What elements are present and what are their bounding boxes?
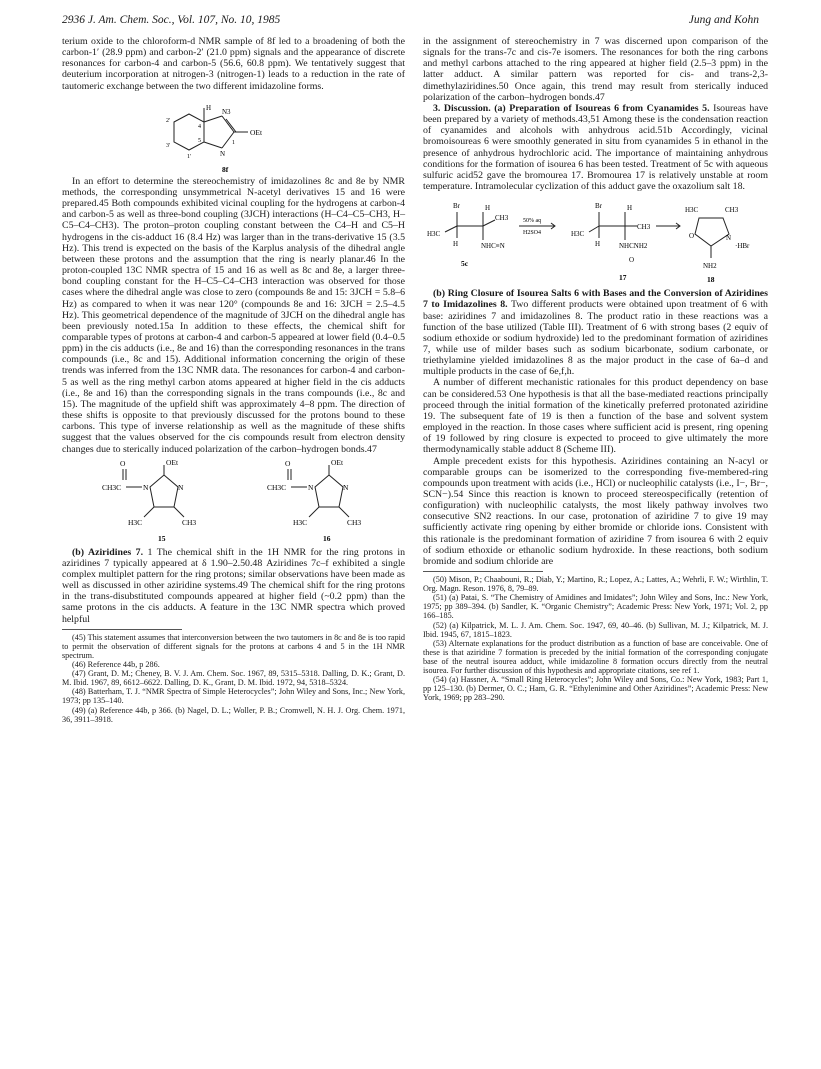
- 5c-h2: H: [453, 240, 459, 249]
- 15-n1: N: [143, 482, 149, 492]
- footnote: (47) Grant, D. M.; Cheney, B. V. J. Am. Chem. Soc. 1967, 89, 5315–5318. Dalling, D. K.; Grant, D. M. Ibid. 1967, 89, 6612–6622. Dalling, D. K., Grant, D. M. Ibid. 1972, 94, 5318–5324.: [62, 669, 405, 688]
- paragraph: In an effort to determine the stereochemistry of imidazolines 8c and 8e by NMR methods, the corresponding unsymmetrical N-acetyl derivatives 15 and 16 were prepared.45 Both compounds exhibited vicinal coupling for the hydrogens at carbon-4 and carbon-5 as well as three-bond coupling (3JCH) interactions (H–C4–C5–CH3, H–C5–C4–CH3). The proton–proton coupling constant between the C4–H and C5–H hydrogens in the cis-adduct 16 (8.4 Hz) was larger than in the trans-derivative 15 (3.5 Hz). This trend is expected on the basis of the Karplus analysis of the dihedral angle between these protons and the assumption that the ring is nearly planar.46 In the proton-coupled 13C NMR spectra of 15 and 16 as well as 8c and 8e, a larger three-bond coupling constant for the H–C5–C4–CH3 interaction was observed for those cases where the dihedral angle was close to zero (compounds 8e and 15: 3JCH = 5.8–6 Hz) as compared to when it was near 120° (compounds 8e and 16: 3JCH = 2.5–4.5 Hz). This geometrical dependence of the magnitude of 3JCH on the dihedral angle has been previously noted.15a In addition to these effects, the chemical shift for comparable types of protons at carbon-4 and carbon-5 appeared at lower field (0.4–0.5 ppm) in the cis adducts (i.e., 8e and 16) than the corresponding resonances in the trans compounds (i.e., 8c and 15). Additional information concerning the origin of these trends was inferred from the 13C NMR data. The resonances for carbon-4 and carbon-5 as well as the ring methyl carbon atoms appeared at higher field in the cis adducts (i.e., 8e and 16) than the corresponding signals in the trans compounds (i.e., 8c and 15). The magnitude of the upfield shift was approximately 4–8 ppm. The direction of these shifts is opposite to that previously discussed for the protons bound to these carbons. This type of inverse relationship as well as the magnitude of these shifts suggest that the values observed for the cis compounds result from electron density changes due to sterically induced polarization of the carbon–hydrogen bonds.47: [62, 175, 405, 455]
- page-header: [62, 14, 759, 30]
- section-heading: (b) Ring Closure of Isourea Salts 6 with Bases and the Conversion of Aziridines 7 to Imidazolines 8.: [423, 288, 768, 311]
- 18-ch3: CH3: [725, 206, 739, 215]
- footnotes: [423, 575, 768, 702]
- 8f-c2p: 2′: [166, 117, 171, 124]
- footnote: (49) (a) Reference 44b, p 366. (b) Nagel, D. L.; Woller, P. B.; Cromwell, N. H. J. Org. Chem. 1971, 36, 3911–3918.: [62, 705, 405, 724]
- 18-label: 18: [707, 275, 715, 285]
- condition-2: H2SO4: [523, 230, 542, 237]
- 15-acetyl: CH3C: [102, 482, 122, 492]
- right-column: [423, 36, 768, 702]
- 5c-h3c: H3C: [427, 230, 441, 239]
- paragraph: terium oxide to the chloroform-d NMR sample of 8f led to a broadening of both the carbon-1′ (28.9 ppm) and carbon-2′ (21.0 ppm) signals and the appearance of discrete resonances for carbon-4 and carbon-5 (56.6, 60.8 ppm). We tentatively suggest that deuterium incorporation at nitrogen-3 (nitrogen-1) leads to a reduction in the rate of tautomeric exchange between the two different imidazoline forms.: [62, 36, 405, 92]
- 17-h3c: H3C: [571, 230, 585, 239]
- 18-hbr: ·HBr: [735, 242, 750, 251]
- 16-ch3: CH3: [347, 517, 362, 527]
- footnote-rule: [423, 571, 543, 572]
- paragraph: [62, 547, 405, 625]
- footnote: (53) Alternate explanations for the product distribution as a function of base are conceivable. One of these is that aziridine 7 formation is preceded by the initial formation of the corresponding conjugate base of the neutral isourea adduct, while imidazoline 8 formation occurs directly from the neutral isourea. For further discussion of this hypothesis and appropriate citations, see ref 1.: [423, 638, 768, 676]
- 8f-n1: N: [220, 149, 226, 158]
- 17-h: H: [627, 204, 633, 213]
- paragraph-text: Isoureas have been prepared by a variety of methods.43,51 Among these is the condensation reaction of cyanamides and alcohols with anhydrous acid.51b Accordingly, vicinal bromoisoureas 6 were smoothly generated in situ from cyanamides 5 in ethanol in the presence of anhydrous hydrochloric acid. The importance of maintaining anhydrous conditions for the formation of isourea 6 has been tested. Treatment of 5c with aqueous sulfuric acid52 gave the bromourea 17. Bromourea 17 is relatively unstable at room temperature. Intramolecular cyclization of this adduct gave the oxazolium salt 18.: [423, 102, 768, 193]
- running-head-left: 2936 J. Am. Chem. Soc., Vol. 107, No. 10, 1985: [62, 14, 281, 26]
- 16-h3c: H3C: [293, 517, 308, 527]
- footnote: (50) Mison, P.; Chaabouni, R.; Diab, Y.; Martino, R.; Lopez, A.; Lattes, A.; Wehrli, F. W.; Wirthlin, T. Org. Magn. Reson. 1976, 8, 79–89.: [423, 575, 768, 594]
- 18-o: O: [689, 232, 695, 241]
- 8f-n3: N3: [222, 107, 231, 116]
- paragraph: [423, 288, 768, 377]
- scheme-drawing: [423, 192, 768, 288]
- 8f-c1: 1: [232, 139, 235, 146]
- 8f-h: H: [206, 103, 212, 112]
- 15-ch3: CH3: [182, 517, 197, 527]
- condition-1: 50% aq: [523, 218, 542, 225]
- 17-br: Br: [595, 202, 602, 211]
- 8f-c3p: 3′: [166, 142, 171, 149]
- paragraph: in the assignment of stereochemistry in 7 was discerned upon comparison of the signals for the trans-7c and cis-7e isomers. The resonances for both the ring carbons and methyl carbons attached to the ring appeared at higher field (2.5–3 ppm) in the latter adduct. A similar pattern was reported for cis- and trans-2,3-dimethylaziridines.50 Once again, this trend may result from sterically induced polarization of the carbon–hydrogen bonds.47: [423, 36, 768, 103]
- footnote: (46) Reference 44b, p 286.: [72, 660, 160, 670]
- paragraph: [423, 103, 768, 192]
- paragraph: A number of different mechanistic rationales for this product dependency on base can be considered.53 One hypothesis is that all the base-mediated reactions principally proceed through the initial formation of the kinetically preferred protonated aziridine 19. The subsequent fate of 19 is then a function of the base and solvent system employed in the reaction. In those cases where sufficient acid is present, ring opening of 19 followed by ring closure is expected to proceed to give ultimately the more thermodynamically stable adduct 8 (Scheme III).: [423, 377, 768, 456]
- 15-n3: N: [178, 482, 184, 492]
- 16-n1: N: [308, 482, 314, 492]
- 15-label: 15: [158, 533, 166, 543]
- 16-label: 16: [323, 533, 331, 543]
- 8f-c1p: 1′: [187, 153, 192, 160]
- 5c-label: 5c: [461, 259, 469, 269]
- paragraph-text: 1 The chemical shift in the 1H NMR for the ring protons in aziridines 7 typically appeared at δ 1.90–2.50.48 Aziridines 7c–f exhibited a single complex multiplet pattern for the ring protons; similar observations have been made as well as discussed in other aziridine systems.49 The chemical shift for the ring protons in the trans-disubstituted compounds appeared at higher field (~0.2 ppm) than the same protons in the cis adducts. A feature in the 13C NMR spectra which proved helpful: [62, 546, 405, 625]
- 16-acetyl: CH3C: [267, 482, 287, 492]
- section-heading: 3. Discussion. (a) Preparation of Isoureas 6 from Cyanamides 5.: [433, 102, 710, 114]
- 16-oet: OEt: [331, 457, 344, 467]
- 5c-cyanamide: NHC≡N: [481, 242, 505, 251]
- structure-8f-drawing: [62, 92, 405, 176]
- section-heading: (b) Aziridines 7.: [72, 546, 144, 558]
- 18-n: N: [726, 234, 732, 243]
- 15-oet: OEt: [166, 457, 179, 467]
- 16-n3: N: [343, 482, 349, 492]
- 17-label: 17: [619, 273, 627, 283]
- running-head-right: Jung and Kohn: [688, 14, 759, 26]
- 8f-oet: OEt: [250, 127, 263, 137]
- 17-h2: H: [595, 240, 601, 249]
- paragraph-text: Two different products were obtained upon treatment of 6 with base: aziridines 7 and imidazolines 8. The product ratio in these reactions was a function of the base utilized (Table III). Treatment of 6 with strong bases (2 equiv of sodium ethoxide or sodium hydroxide) led to the predominant formation of aziridines 7, while use of milder bases such as sodium bicarbonate, sodium carbonate, or triethylamine yielded imidazolines 8 as the major product in the case of 6a–d and multiple products in the case of 6e,f,h.: [423, 299, 768, 378]
- 15-carbonyl-o: O: [120, 458, 126, 468]
- footnote-rule: [62, 629, 182, 630]
- footnote: (45) This statement assumes that interconversion between the two tautomers in 8c and 8e is too rapid to permit the observation of different signals for the protons at carbons 4 and 5 in the 1H NMR spectrum.: [62, 632, 405, 660]
- footnote: (52) (a) Kilpatrick, M. L. J. Am. Chem. Soc. 1947, 69, 40–46. (b) Sullivan, M. J.; Kilpatrick, M. J. Ibid. 1945, 67, 1815–1823.: [423, 620, 768, 639]
- 15-h3c: H3C: [128, 517, 143, 527]
- 16-carbonyl-o: O: [285, 458, 291, 468]
- 17-o: O: [629, 256, 635, 265]
- scheme-5c-17-18: [423, 192, 768, 288]
- 8f-c5: 5: [198, 137, 201, 144]
- 8f-c4: 4: [198, 123, 201, 130]
- footnote: (54) (a) Hassner, A. “Small Ring Heterocycles”; John Wiley and Sons, Co.: New York, 1983; Part 1, pp 125–130. (b) Dermer, O. C.; Ham, G. R. “Ethylenimine and Other Aziridines”; Academic Press: New York, 1969; pp 283–290.: [423, 675, 768, 703]
- 5c-br: Br: [453, 202, 460, 211]
- 17-ch3: CH3: [637, 223, 651, 232]
- 5c-h: H: [485, 204, 491, 213]
- 18-h3c: H3C: [685, 206, 699, 215]
- footnote: (48) Batterham, T. J. “NMR Spectra of Simple Heterocycles”; John Wiley and Sons, Inc.; New York, 1973; pp 135–140.: [62, 687, 405, 706]
- structures-15-16: [62, 455, 405, 547]
- 5c-ch3: CH3: [495, 214, 509, 223]
- 18-nh2: NH2: [703, 262, 717, 271]
- 8f-label: 8f: [222, 164, 229, 174]
- 17-urea: NHCNH2: [619, 242, 648, 251]
- footnote: (51) (a) Patai, S. “The Chemistry of Amidines and Imidates”; John Wiley and Sons, Inc.: New York, 1975; pp 389–394. (b) Sandler, K. “Organic Chemistry”; Academic Press: New York, 1971; Vol. 2, pp 166–185.: [423, 593, 768, 621]
- structure-8f: [62, 92, 405, 176]
- structures-15-16-drawing: [62, 455, 405, 547]
- paragraph: Ample precedent exists for this hypothesis. Aziridines containing an N-acyl or comparable groups can be isomerized to the corresponding five-membered-ring compounds upon treatment with acids (i.e., HCl) or nucleophilic catalysts (i.e., I−, Br−, SCN−).54 Since this reaction is known to proceed stereospecifically (retention of configuration) with nucleophilic catalysts, the most likely pathway involves two consecutive SN2 reactions. In our case, protonation of aziridine 7 to give 19 may sufficiently activate ring opening by either bromide or chloride ions. Consistent with this rationale is the predominant formation of aziridine 7 from isourea 6 with 2 equiv of sodium ethoxide or ethanolic sodium hydroxide. In these reactions, both sodium bromide and sodium chloride are: [423, 455, 768, 567]
- footnotes: [62, 633, 405, 724]
- left-column: [62, 36, 405, 724]
